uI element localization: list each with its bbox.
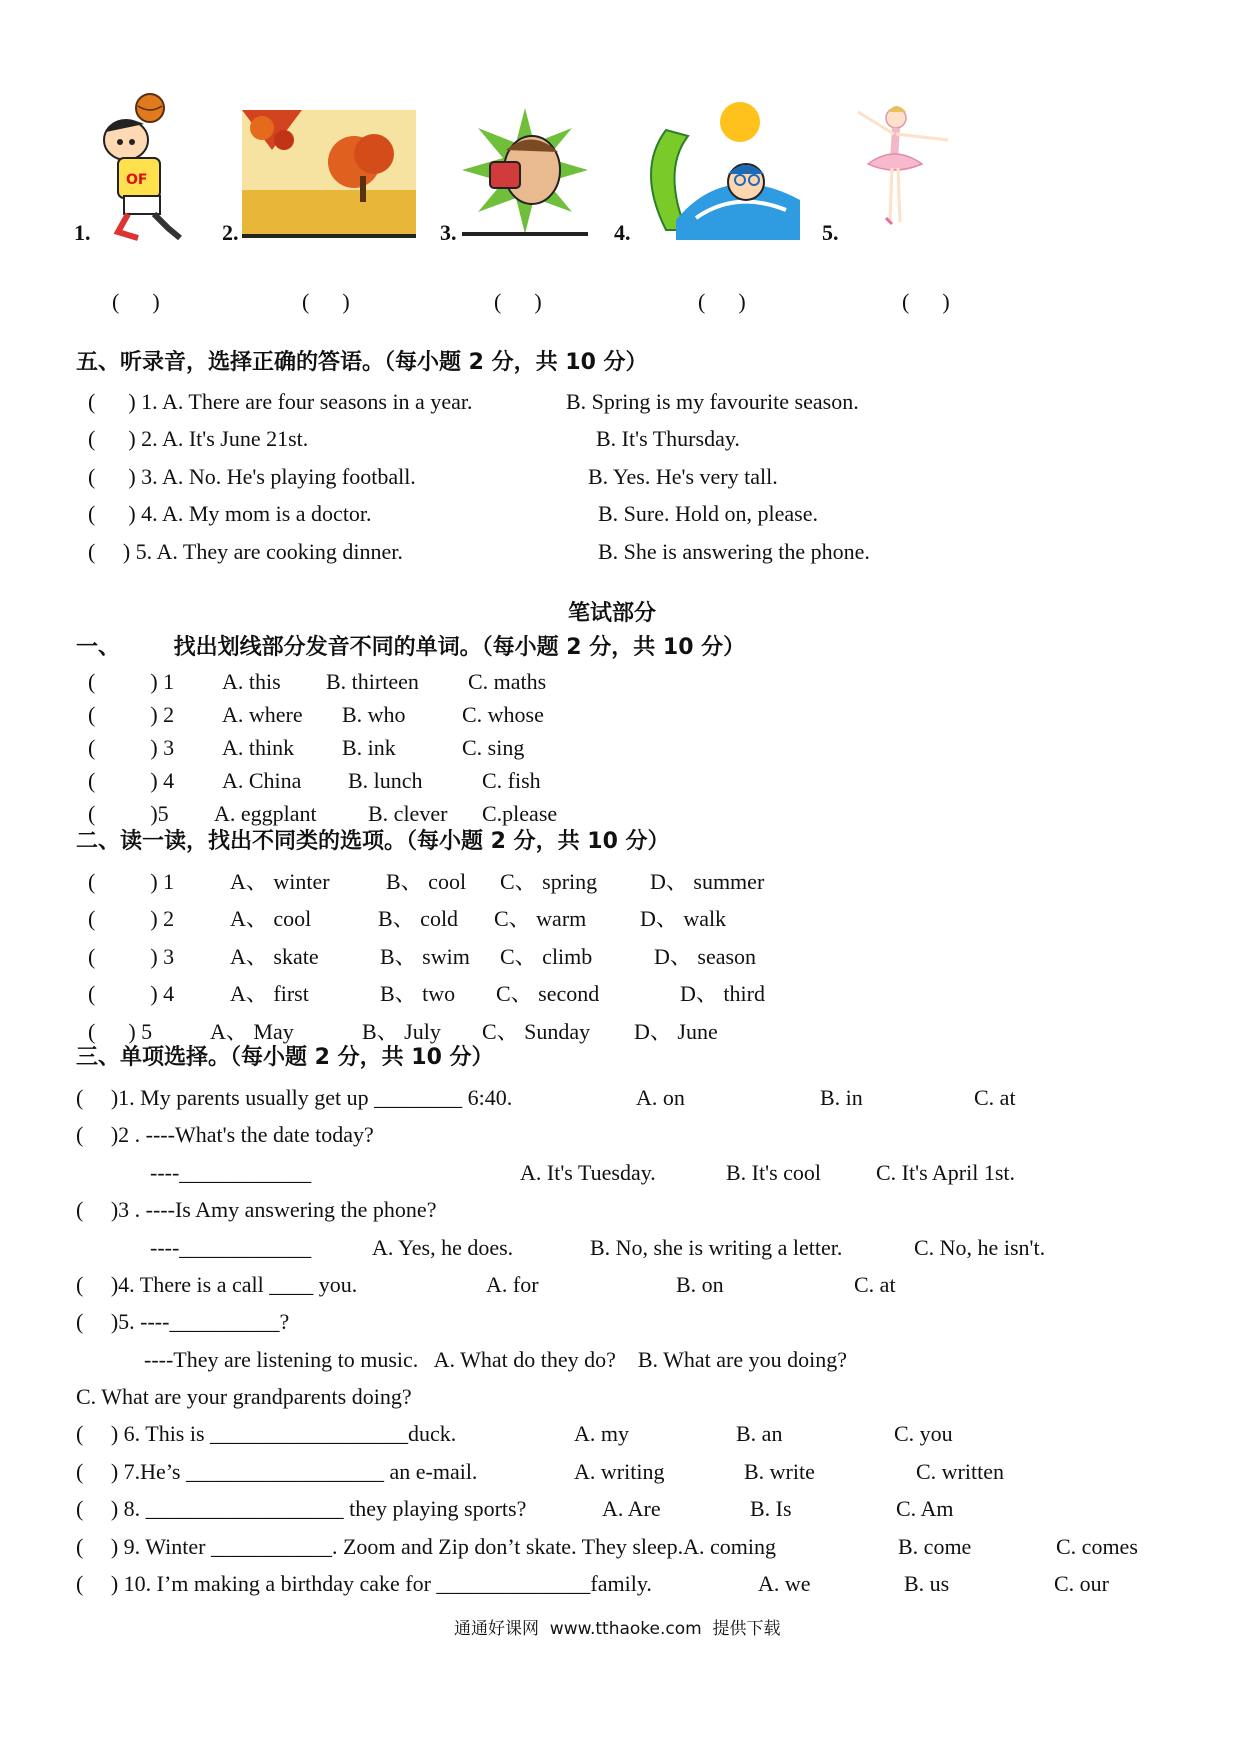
listening-item-2-b: B. It's Thursday. bbox=[596, 426, 740, 451]
part2-q1-option-b: B、 cool bbox=[386, 869, 467, 894]
part2-q2-option-a: A、 cool bbox=[230, 906, 312, 931]
q7-option-c: C. written bbox=[916, 1459, 1004, 1484]
q5-line-2: ----They are listening to music. A. What do they do? B. What are you doing? bbox=[144, 1347, 848, 1372]
part2-answer-4[interactable]: ( ) 4 bbox=[88, 981, 175, 1006]
picture-answer-bracket-3[interactable]: ( ) bbox=[494, 289, 542, 314]
part2-q3-option-c: C、 climb bbox=[500, 944, 593, 969]
q6-option-c: C. you bbox=[894, 1421, 953, 1446]
q8-stem: ( ) 8. __________________ they playing sports? bbox=[76, 1496, 527, 1521]
part2-q5-option-a: A、 May bbox=[210, 1019, 294, 1044]
q6-stem: ( ) 6. This is __________________duck. bbox=[76, 1421, 457, 1446]
part2-answer-3[interactable]: ( ) 3 bbox=[88, 944, 175, 969]
q4-stem: ( )4. There is a call ____ you. bbox=[76, 1272, 358, 1297]
basketball-player-icon bbox=[88, 92, 200, 242]
part2-answer-5[interactable]: ( ) 5 bbox=[88, 1019, 153, 1044]
q9-option-c: C. comes bbox=[1056, 1534, 1138, 1559]
q2-stem: ( )2 . ----What's the date today? bbox=[76, 1122, 374, 1147]
picture-label-5: 5. bbox=[822, 220, 839, 245]
part1-title: 一、 找出划线部分发音不同的单词。（每小题 2 分，共 10 分） bbox=[76, 635, 746, 660]
picture-answer-bracket-2[interactable]: ( ) bbox=[302, 289, 350, 314]
picture-label-2: 2. bbox=[222, 220, 239, 245]
part2-q4-option-a: A、 first bbox=[230, 981, 309, 1006]
part1-q1-option-a: A. this bbox=[222, 669, 281, 694]
part2-q4-option-d: D、 third bbox=[680, 981, 765, 1006]
man-drinking-icon bbox=[462, 108, 588, 238]
part1-q3-option-a: A. think bbox=[222, 735, 295, 760]
q8-option-c: C. Am bbox=[896, 1496, 954, 1521]
q1-option-c: C. at bbox=[974, 1085, 1016, 1110]
q1-option-b: B. in bbox=[820, 1085, 863, 1110]
q6-option-a: A. my bbox=[574, 1421, 629, 1446]
part2-q4-option-b: B、 two bbox=[380, 981, 456, 1006]
q6-option-b: B. an bbox=[736, 1421, 783, 1446]
q9-option-b: B. come bbox=[898, 1534, 972, 1559]
part1-q5-option-c: C.please bbox=[482, 801, 558, 826]
part1-q4-option-b: B. lunch bbox=[348, 768, 423, 793]
part1-q4-option-c: C. fish bbox=[482, 768, 541, 793]
picture-answer-bracket-4[interactable]: ( ) bbox=[698, 289, 746, 314]
part1-answer-3[interactable]: ( ) 3 bbox=[88, 735, 175, 760]
part1-q3-option-c: C. sing bbox=[462, 735, 525, 760]
q10-option-b: B. us bbox=[904, 1571, 950, 1596]
q5-stem: ( )5. ----__________? bbox=[76, 1309, 290, 1334]
part2-q1-option-a: A、 winter bbox=[230, 869, 330, 894]
q5-line-3: C. What are your grandparents doing? bbox=[76, 1384, 412, 1409]
part1-answer-2[interactable]: ( ) 2 bbox=[88, 702, 175, 727]
page-footer: 通通好课网 www.tthaoke.com 提供下载 bbox=[454, 1619, 781, 1639]
part2-q4-option-c: C、 second bbox=[496, 981, 600, 1006]
q9-stem: ( ) 9. Winter ___________. Zoom and Zip don’t skate. They sleep.A. coming bbox=[76, 1534, 776, 1559]
part2-q3-option-a: A、 skate bbox=[230, 944, 319, 969]
ballerina-icon bbox=[838, 100, 968, 240]
q3-option-c: C. No, he isn't. bbox=[914, 1235, 1046, 1260]
part1-q4-option-a: A. China bbox=[222, 768, 302, 793]
q1-option-a: A. on bbox=[636, 1085, 685, 1110]
part3-title: 三、单项选择。（每小题 2 分，共 10 分） bbox=[76, 1045, 494, 1070]
part2-q3-option-d: D、 season bbox=[654, 944, 757, 969]
picture-label-4: 4. bbox=[614, 220, 631, 245]
q10-option-a: A. we bbox=[758, 1571, 811, 1596]
q2-option-a: A. It's Tuesday. bbox=[520, 1160, 656, 1185]
listening-item-5-b: B. She is answering the phone. bbox=[598, 539, 870, 564]
part1-answer-1[interactable]: ( ) 1 bbox=[88, 669, 175, 694]
q3-answer-blank: ----____________ bbox=[150, 1235, 312, 1260]
part1-q3-option-b: B. ink bbox=[342, 735, 396, 760]
part2-q1-option-c: C、 spring bbox=[500, 869, 598, 894]
part2-q1-option-d: D、 summer bbox=[650, 869, 765, 894]
part1-answer-5[interactable]: ( )5 bbox=[88, 801, 169, 826]
q4-option-a: A. for bbox=[486, 1272, 539, 1297]
q7-option-a: A. writing bbox=[574, 1459, 665, 1484]
q10-stem: ( ) 10. I’m making a birthday cake for ______________family. bbox=[76, 1571, 652, 1596]
q3-option-b: B. No, she is writing a letter. bbox=[590, 1235, 843, 1260]
q8-option-a: A. Are bbox=[602, 1496, 661, 1521]
q2-option-b: B. It's cool bbox=[726, 1160, 822, 1185]
q10-option-c: C. our bbox=[1054, 1571, 1109, 1596]
part1-q1-option-c: C. maths bbox=[468, 669, 547, 694]
part2-q2-option-c: C、 warm bbox=[494, 906, 587, 931]
part1-q2-option-a: A. where bbox=[222, 702, 303, 727]
q2-option-c: C. It's April 1st. bbox=[876, 1160, 1016, 1185]
q8-option-b: B. Is bbox=[750, 1496, 792, 1521]
autumn-tree-icon bbox=[242, 110, 416, 238]
q3-option-a: A. Yes, he does. bbox=[372, 1235, 514, 1260]
picture-label-3: 3. bbox=[440, 220, 457, 245]
swimming-boy-icon bbox=[636, 100, 800, 240]
listening-item-2: ( ) 2. A. It's June 21st. bbox=[88, 426, 309, 451]
q2-answer-blank: ----____________ bbox=[150, 1160, 312, 1185]
q7-stem: ( ) 7.He’s __________________ an e-mail. bbox=[76, 1459, 478, 1484]
listening-item-4: ( ) 4. A. My mom is a doctor. bbox=[88, 501, 372, 526]
part2-q2-option-d: D、 walk bbox=[640, 906, 727, 931]
part2-q5-option-b: B、 July bbox=[362, 1019, 441, 1044]
q4-option-b: B. on bbox=[676, 1272, 724, 1297]
q1-stem: ( )1. My parents usually get up ________ 6:40. bbox=[76, 1085, 513, 1110]
q4-option-c: C. at bbox=[854, 1272, 896, 1297]
part2-answer-2[interactable]: ( ) 2 bbox=[88, 906, 175, 931]
listening-section-title: 五、听录音，选择正确的答语。（每小题 2 分，共 10 分） bbox=[76, 350, 648, 375]
listening-item-3-b: B. Yes. He's very tall. bbox=[588, 464, 778, 489]
listening-item-1-b: B. Spring is my favourite season. bbox=[566, 389, 859, 414]
part2-q5-option-d: D、 June bbox=[634, 1019, 718, 1044]
picture-answer-bracket-1[interactable]: ( ) bbox=[112, 289, 160, 314]
part1-q5-option-b: B. clever bbox=[368, 801, 448, 826]
listening-item-5: ( ) 5. A. They are cooking dinner. bbox=[88, 539, 403, 564]
picture-label-1: 1. bbox=[74, 220, 91, 245]
part1-q1-option-b: B. thirteen bbox=[326, 669, 419, 694]
part1-q5-option-a: A. eggplant bbox=[214, 801, 317, 826]
listening-item-3: ( ) 3. A. No. He's playing football. bbox=[88, 464, 416, 489]
q7-option-b: B. write bbox=[744, 1459, 815, 1484]
listening-item-4-b: B. Sure. Hold on, please. bbox=[598, 501, 818, 526]
part2-q5-option-c: C、 Sunday bbox=[482, 1019, 591, 1044]
part2-answer-1[interactable]: ( ) 1 bbox=[88, 869, 175, 894]
q3-stem: ( )3 . ----Is Amy answering the phone? bbox=[76, 1197, 437, 1222]
svg-text:OF: OF bbox=[126, 172, 148, 188]
listening-item-1: ( ) 1. A. There are four seasons in a year. bbox=[88, 389, 473, 414]
part2-q2-option-b: B、 cold bbox=[378, 906, 459, 931]
written-part-title: 笔试部分 bbox=[568, 601, 657, 626]
part1-q2-option-b: B. who bbox=[342, 702, 406, 727]
part2-q3-option-b: B、 swim bbox=[380, 944, 470, 969]
part1-q2-option-c: C. whose bbox=[462, 702, 544, 727]
part1-answer-4[interactable]: ( ) 4 bbox=[88, 768, 175, 793]
part2-title: 二、读一读，找出不同类的选项。（每小题 2 分，共 10 分） bbox=[76, 829, 670, 854]
picture-answer-bracket-5[interactable]: ( ) bbox=[902, 289, 950, 314]
